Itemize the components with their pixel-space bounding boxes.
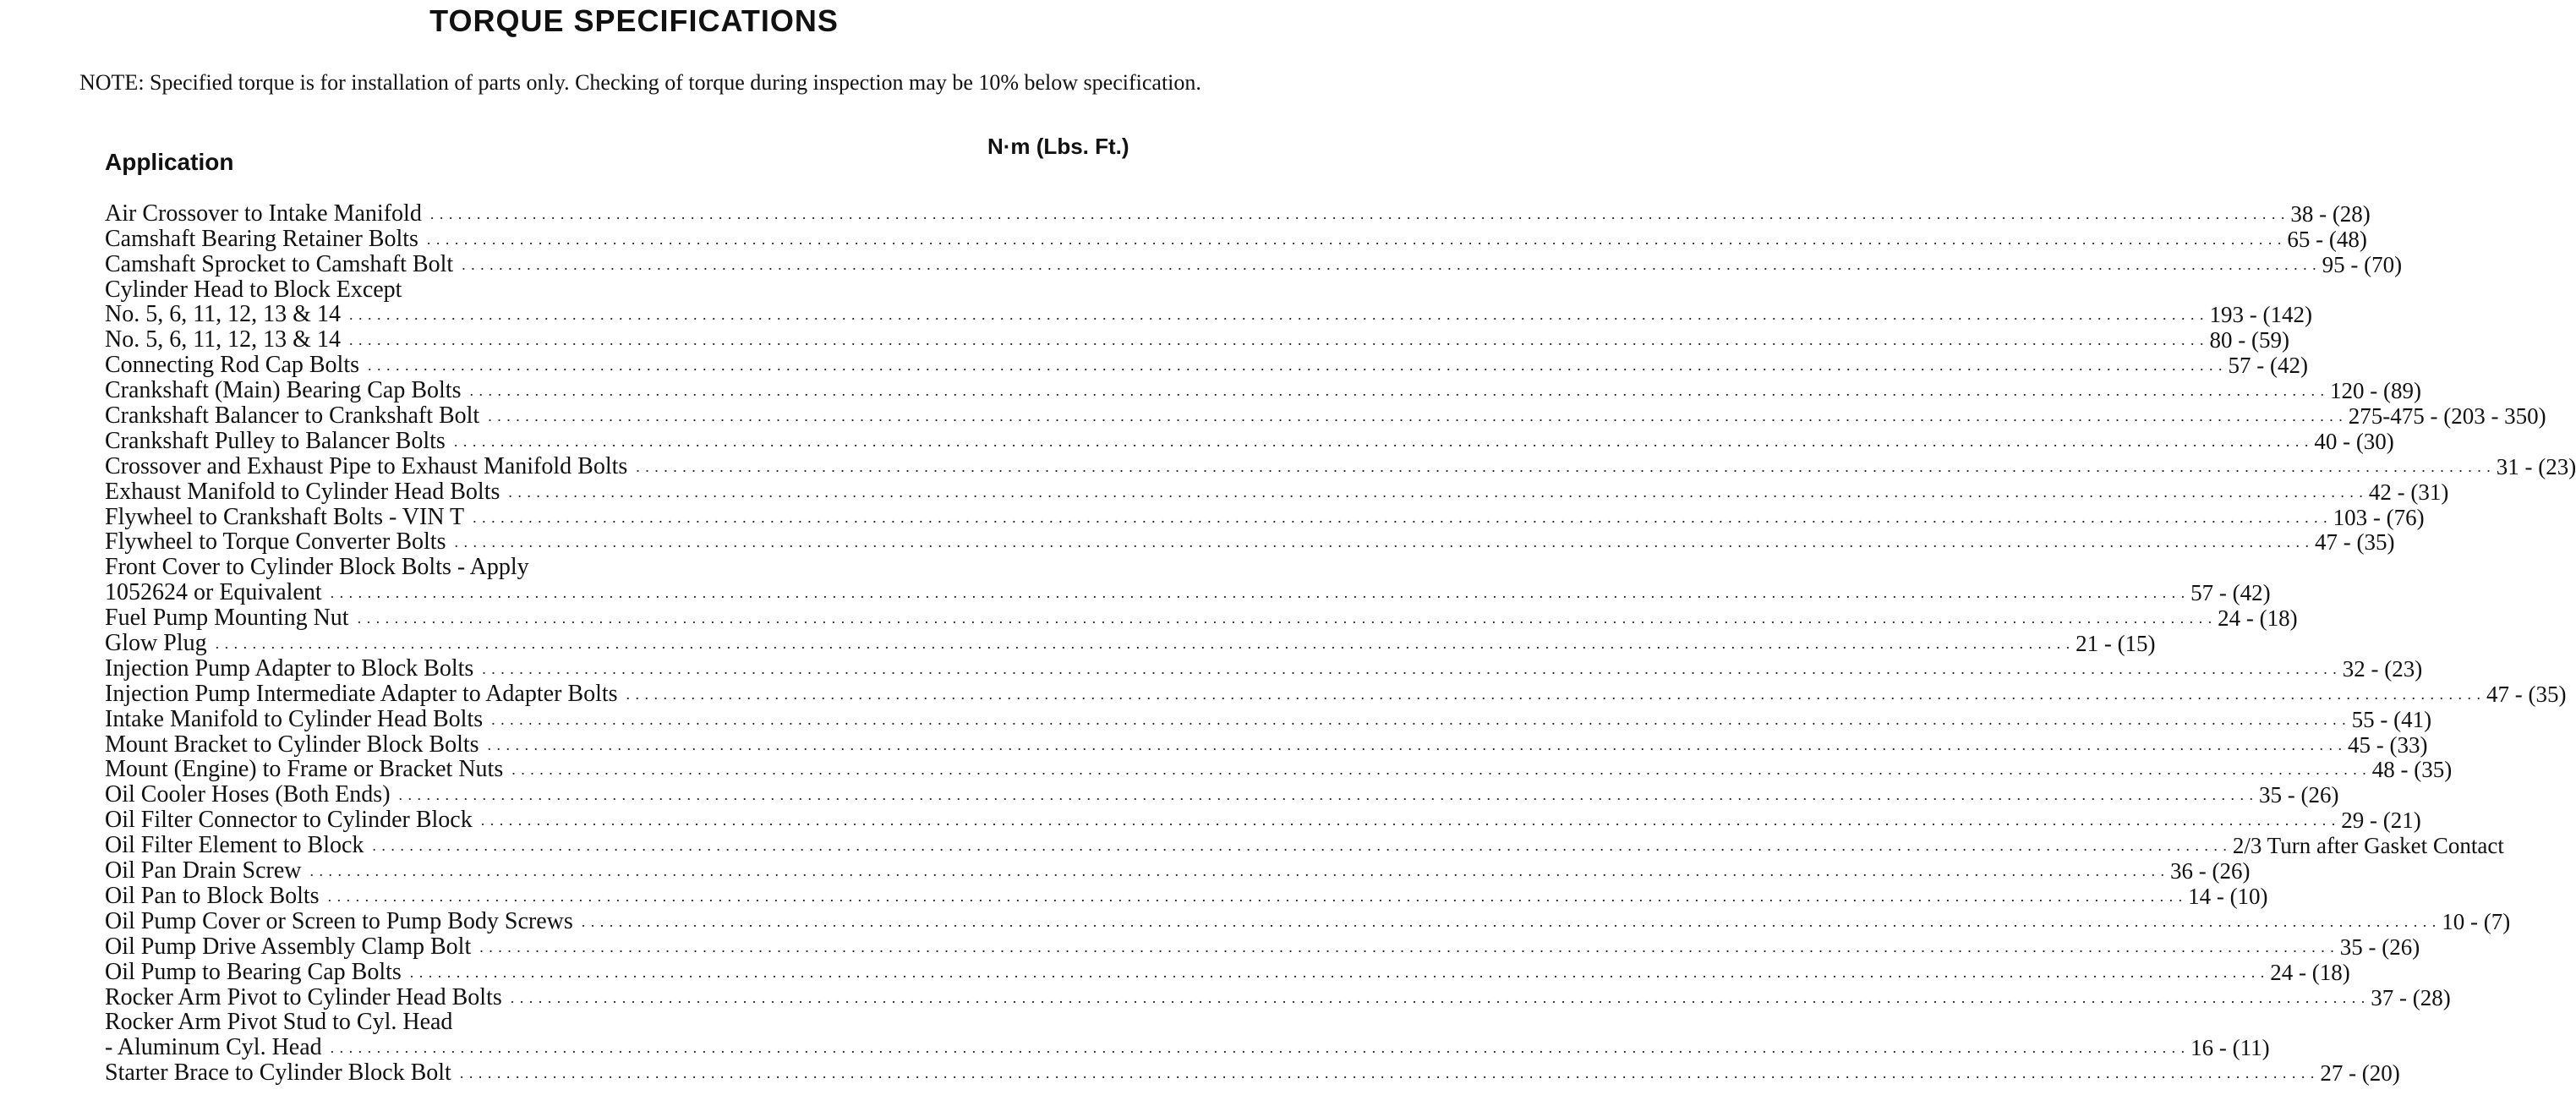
table-row	[105, 731, 2428, 758]
table-row	[105, 857, 2251, 884]
dot-leader: . . . . . . . . . . . . . . . . . . . . . . . . . . . . . . . . . . . . . . . . . . . . . . . . . . . . . . . . . . . . . . . . . . . . . . . . . . . . . . . . . . . . . . . . . . . . . . . . . . . . . . . . . . . . . . . . . . . . . . . . . . . . . . . . . . . . . . . . . . . . . . . . . . . . . . . . . . . . . . . . . . . . . . . . . . . . . . . . . . . . . . . . . . . . . . . . . . . . . . . .	[480, 812, 2337, 830]
column-header-value: N·m (Lbs. Ft.)	[987, 134, 1129, 159]
table-row	[105, 528, 2395, 556]
table-row	[105, 630, 2156, 657]
dot-leader: . . . . . . . . . . . . . . . . . . . . . . . . . . . . . . . . . . . . . . . . . . . . . . . . . . . . . . . . . . . . . . . . . . . . . . . . . . . . . . . . . . . . . . . . . . . . . . . . . . . . . . . . . . . . . . . . . . . . . . . . . . . . . . . . . . . . . . . . . . . . . . . . . . . . . . . . . . . . . . . . . . . . . . . . . . . . . . . . . . . . . . . . . . . . . . . . . . . . . . . .	[488, 408, 2344, 425]
torque-value: 24 - (18)	[2218, 605, 2298, 632]
application-label: Exhaust Manifold to Cylinder Head Bolts	[105, 478, 500, 505]
torque-value: 42 - (31)	[2368, 479, 2449, 505]
table-row	[105, 200, 2371, 227]
spec-table	[105, 200, 2576, 1087]
application-label: Crossover and Exhaust Pipe to Exhaust Manifold Bolts	[105, 452, 628, 479]
table-row	[105, 807, 2421, 834]
dot-leader: . . . . . . . . . . . . . . . . . . . . . . . . . . . . . . . . . . . . . . . . . . . . . . . . . . . . . . . . . . . . . . . . . . . . . . . . . . . . . . . . . . . . . . . . . . . . . . . . . . . . . . . . . . . . . . . . . . . . . . . . . . . . . . . . . . . . . . . . . . . . . . . . . . . . . . . . . . . . . . . . . . . . . . . . . . . . . . . . . . . . . . . . . . . . . . . . . . . . . . . .	[581, 912, 2437, 930]
torque-value: 275-475 - (203 - 350)	[2348, 403, 2546, 430]
dot-leader: . . . . . . . . . . . . . . . . . . . . . . . . . . . . . . . . . . . . . . . . . . . . . . . . . . . . . . . . . . . . . . . . . . . . . . . . . . . . . . . . . . . . . . . . . . . . . . . . . . . . . . . . . . . . . . . . . . . . . . . . . . . . . . . . . . . . . . . . . . . . . . . . . . . . . . . . . . . . . . . . . . . . . . . . . . . . . . . . . . . . . . . . . . . . . . . . . . . . . . . .	[426, 230, 2283, 248]
dot-leader: . . . . . . . . . . . . . . . . . . . . . . . . . . . . . . . . . . . . . . . . . . . . . . . . . . . . . . . . . . . . . . . . . . . . . . . . . . . . . . . . . . . . . . . . . . . . . . . . . . . . . . . . . . . . . . . . . . . . . . . . . . . . . . . . . . . . . . . . . . . . . . . . . . . . . . . . . . . . . . . . . . . . . . . . . . . . . . . . . . . . . . . . . . . . . . . . . . . . . . . .	[357, 610, 2213, 627]
table-row	[105, 377, 2421, 404]
table-row	[105, 983, 2451, 1010]
application-label: Intake Manifold to Cylinder Head Bolts	[105, 705, 484, 732]
dot-leader: . . . . . . . . . . . . . . . . . . . . . . . . . . . . . . . . . . . . . . . . . . . . . . . . . . . . . . . . . . . . . . . . . . . . . . . . . . . . . . . . . . . . . . . . . . . . . . . . . . . . . . . . . . . . . . . . . . . . . . . . . . . . . . . . . . . . . . . . . . . . . . . . . . . . . . . . . . . . . . . . . . . . . . . . . . . . . . . . . . . . . . . . . . . . . . . . . . . . . . . .	[330, 1039, 2186, 1057]
torque-value: 95 - (70)	[2322, 251, 2403, 277]
table-row	[105, 654, 2423, 682]
dot-leader: . . . . . . . . . . . . . . . . . . . . . . . . . . . . . . . . . . . . . . . . . . . . . . . . . . . . . . . . . . . . . . . . . . . . . . . . . . . . . . . . . . . . . . . . . . . . . . . . . . . . . . . . . . . . . . . . . . . . . . . . . . . . . . . . . . . . . . . . . . . . . . . . . . . . . . . . . . . . . . . . . . . . . . . . . . . . . . . . . . . . . . . . . . . . . . . . . . . . . . . .	[309, 862, 2166, 880]
torque-value: 14 - (10)	[2188, 883, 2268, 909]
table-row	[105, 478, 2449, 505]
torque-value: 47 - (35)	[2486, 681, 2567, 707]
torque-value: 45 - (33)	[2348, 731, 2428, 758]
torque-value: 27 - (20)	[2320, 1060, 2400, 1087]
table-row	[105, 225, 2367, 252]
application-label: 1052624 or Equivalent	[105, 579, 322, 606]
torque-value: 57 - (42)	[2190, 580, 2271, 606]
dot-leader: . . . . . . . . . . . . . . . . . . . . . . . . . . . . . . . . . . . . . . . . . . . . . . . . . . . . . . . . . . . . . . . . . . . . . . . . . . . . . . . . . . . . . . . . . . . . . . . . . . . . . . . . . . . . . . . . . . . . . . . . . . . . . . . . . . . . . . . . . . . . . . . . . . . . . . . . . . . . . . . . . . . . . . . . . . . . . . . . . . . . . . . . . . . . . . . . . . . . . . . .	[348, 306, 2205, 324]
torque-value: 55 - (41)	[2351, 706, 2432, 732]
application-label: No. 5, 6, 11, 12, 13 & 14	[105, 326, 341, 353]
torque-value: 38 - (28)	[2290, 200, 2371, 227]
application-label: Crankshaft Balancer to Crankshaft Bolt	[105, 402, 480, 430]
table-row	[105, 832, 2504, 859]
table-row	[105, 427, 2394, 454]
table-row	[105, 452, 2576, 479]
application-label: Crankshaft Pulley to Balancer Bolts	[105, 427, 446, 454]
dot-leader: . . . . . . . . . . . . . . . . . . . . . . . . . . . . . . . . . . . . . . . . . . . . . . . . . . . . . . . . . . . . . . . . . . . . . . . . . . . . . . . . . . . . . . . . . . . . . . . . . . . . . . . . . . . . . . . . . . . . . . . . . . . . . . . . . . . . . . . . . . . . . . . . . . . . . . . . . . . . . . . . . . . . . . . . . . . . . . . . . . . . . . . . . . . . . . . . . . . . . . . .	[636, 457, 2491, 475]
dot-leader: . . . . . . . . . . . . . . . . . . . . . . . . . . . . . . . . . . . . . . . . . . . . . . . . . . . . . . . . . . . . . . . . . . . . . . . . . . . . . . . . . . . . . . . . . . . . . . . . . . . . . . . . . . . . . . . . . . . . . . . . . . . . . . . . . . . . . . . . . . . . . . . . . . . . . . . . . . . . . . . . . . . . . . . . . . . . . . . . . . . . . . . . . . . . . . . . . . . . . . . .	[368, 357, 2223, 375]
application-label: Glow Plug	[105, 630, 207, 657]
dot-leader: . . . . . . . . . . . . . . . . . . . . . . . . . . . . . . . . . . . . . . . . . . . . . . . . . . . . . . . . . . . . . . . . . . . . . . . . . . . . . . . . . . . . . . . . . . . . . . . . . . . . . . . . . . . . . . . . . . . . . . . . . . . . . . . . . . . . . . . . . . . . . . . . . . . . . . . . . . . . . . . . . . . . . . . . . . . . . . . . . . . . . . . . . . . . . . . . . . . . . . . .	[473, 508, 2328, 526]
dot-leader: . . . . . . . . . . . . . . . . . . . . . . . . . . . . . . . . . . . . . . . . . . . . . . . . . . . . . . . . . . . . . . . . . . . . . . . . . . . . . . . . . . . . . . . . . . . . . . . . . . . . . . . . . . . . . . . . . . . . . . . . . . . . . . . . . . . . . . . . . . . . . . . . . . . . . . . . . . . . . . . . . . . . . . . . . . . . . . . . . . . . . . . . . . . . . . . . . . . . . . . .	[479, 938, 2335, 955]
table-row	[105, 579, 2271, 606]
table-row	[105, 605, 2298, 632]
dot-leader: . . . . . . . . . . . . . . . . . . . . . . . . . . . . . . . . . . . . . . . . . . . . . . . . . . . . . . . . . . . . . . . . . . . . . . . . . . . . . . . . . . . . . . . . . . . . . . . . . . . . . . . . . . . . . . . . . . . . . . . . . . . . . . . . . . . . . . . . . . . . . . . . . . . . . . . . . . . . . . . . . . . . . . . . . . . . . . . . . . . . . . . . . . . . . . . . . . . . . . . .	[482, 660, 2338, 677]
table-row	[105, 1034, 2270, 1061]
application-label: Air Crossover to Intake Manifold	[105, 200, 422, 227]
application-label: Crankshaft (Main) Bearing Cap Bolts	[105, 377, 462, 404]
application-label: Injection Pump Intermediate Adapter to Adapter Bolts	[105, 680, 618, 707]
application-label: Oil Cooler Hoses (Both Ends)	[105, 781, 391, 808]
torque-value: 57 - (42)	[2228, 353, 2308, 379]
table-row	[105, 958, 2350, 985]
dot-leader: . . . . . . . . . . . . . . . . . . . . . . . . . . . . . . . . . . . . . . . . . . . . . . . . . . . . . . . . . . . . . . . . . . . . . . . . . . . . . . . . . . . . . . . . . . . . . . . . . . . . . . . . . . . . . . . . . . . . . . . . . . . . . . . . . . . . . . . . . . . . . . . . . . . . . . . . . . . . . . . . . . . . . . . . . . . . . . . . . . . . . . . . . . . . . . . . . . . . . . . .	[409, 963, 2266, 981]
table-row	[105, 1059, 2400, 1087]
torque-value: 29 - (21)	[2341, 808, 2421, 834]
application-label: Oil Pump Drive Assembly Clamp Bolt	[105, 933, 472, 960]
table-row	[105, 781, 2339, 808]
torque-value: 65 - (48)	[2287, 226, 2367, 252]
page-title: TORQUE SPECIFICATIONS	[429, 3, 839, 38]
application-label: Flywheel to Torque Converter Bolts	[105, 528, 446, 556]
column-header-application: Application	[105, 149, 234, 175]
application-label: Oil Filter Connector to Cylinder Block	[105, 807, 473, 834]
table-row	[105, 933, 2420, 960]
table-row	[105, 301, 2312, 328]
dot-leader: . . . . . . . . . . . . . . . . . . . . . . . . . . . . . . . . . . . . . . . . . . . . . . . . . . . . . . . . . . . . . . . . . . . . . . . . . . . . . . . . . . . . . . . . . . . . . . . . . . . . . . . . . . . . . . . . . . . . . . . . . . . . . . . . . . . . . . . . . . . . . . . . . . . . . . . . . . . . . . . . . . . . . . . . . . . . . . . . . . . . . . . . . . . . . . . . . . . . . . . .	[469, 382, 2325, 400]
application-label: Cylinder Head to Block Except	[105, 276, 402, 303]
application-label: Rocker Arm Pivot Stud to Cyl. Head	[105, 1009, 453, 1036]
table-row	[105, 907, 2511, 934]
table-row	[105, 503, 2425, 530]
torque-value: 48 - (35)	[2371, 757, 2453, 783]
torque-value: 24 - (18)	[2270, 959, 2350, 985]
dot-leader: . . . . . . . . . . . . . . . . . . . . . . . . . . . . . . . . . . . . . . . . . . . . . . . . . . . . . . . . . . . . . . . . . . . . . . . . . . . . . . . . . . . . . . . . . . . . . . . . . . . . . . . . . . . . . . . . . . . . . . . . . . . . . . . . . . . . . . . . . . . . . . . . . . . . . . . . . . . . . . . . . . . . . . . . . . . . . . . . . . . . . . . . . . . . . . . . . . . . . . . .	[372, 837, 2228, 855]
application-label: Injection Pump Adapter to Block Bolts	[105, 654, 474, 682]
dot-leader: . . . . . . . . . . . . . . . . . . . . . . . . . . . . . . . . . . . . . . . . . . . . . . . . . . . . . . . . . . . . . . . . . . . . . . . . . . . . . . . . . . . . . . . . . . . . . . . . . . . . . . . . . . . . . . . . . . . . . . . . . . . . . . . . . . . . . . . . . . . . . . . . . . . . . . . . . . . . . . . . . . . . . . . . . . . . . . . . . . . . . . . . . . . . . . . . . . . . . . . .	[459, 1065, 2316, 1082]
torque-value: 47 - (35)	[2314, 529, 2395, 556]
table-row	[105, 250, 2403, 277]
application-label: Rocker Arm Pivot to Cylinder Head Bolts	[105, 983, 502, 1010]
dot-leader: . . . . . . . . . . . . . . . . . . . . . . . . . . . . . . . . . . . . . . . . . . . . . . . . . . . . . . . . . . . . . . . . . . . . . . . . . . . . . . . . . . . . . . . . . . . . . . . . . . . . . . . . . . . . . . . . . . . . . . . . . . . . . . . . . . . . . . . . . . . . . . . . . . . . . . . . . . . . . . . . . . . . . . . . . . . . . . . . . . . . . . . . . . . . . . . . . . . . . . . .	[327, 887, 2184, 905]
application-label: Oil Pump Cover or Screen to Pump Body Screws	[105, 907, 573, 934]
dot-leader: . . . . . . . . . . . . . . . . . . . . . . . . . . . . . . . . . . . . . . . . . . . . . . . . . . . . . . . . . . . . . . . . . . . . . . . . . . . . . . . . . . . . . . . . . . . . . . . . . . . . . . . . . . . . . . . . . . . . . . . . . . . . . . . . . . . . . . . . . . . . . . . . . . . . . . . . . . . . . . . . . . . . . . . . . . . . . . . . . . . . . . . . . . . . . . . . . . . . . . . .	[510, 988, 2366, 1006]
torque-value: 103 - (76)	[2333, 504, 2425, 530]
application-label: - Aluminum Cyl. Head	[105, 1034, 322, 1061]
torque-value: 193 - (142)	[2209, 302, 2312, 328]
torque-value: 10 - (7)	[2442, 908, 2511, 934]
dot-leader: . . . . . . . . . . . . . . . . . . . . . . . . . . . . . . . . . . . . . . . . . . . . . . . . . . . . . . . . . . . . . . . . . . . . . . . . . . . . . . . . . . . . . . . . . . . . . . . . . . . . . . . . . . . . . . . . . . . . . . . . . . . . . . . . . . . . . . . . . . . . . . . . . . . . . . . . . . . . . . . . . . . . . . . . . . . . . . . . . . . . . . . . . . . . . . . . . . . . . . . .	[491, 710, 2347, 728]
table-row	[105, 680, 2567, 707]
torque-value: 120 - (89)	[2329, 378, 2421, 404]
torque-value: 21 - (15)	[2076, 631, 2156, 657]
dot-leader: . . . . . . . . . . . . . . . . . . . . . . . . . . . . . . . . . . . . . . . . . . . . . . . . . . . . . . . . . . . . . . . . . . . . . . . . . . . . . . . . . . . . . . . . . . . . . . . . . . . . . . . . . . . . . . . . . . . . . . . . . . . . . . . . . . . . . . . . . . . . . . . . . . . . . . . . . . . . . . . . . . . . . . . . . . . . . . . . . . . . . . . . . . . . . . . . . . . . . . . .	[429, 205, 2286, 222]
table-row	[105, 756, 2453, 783]
dot-leader: . . . . . . . . . . . . . . . . . . . . . . . . . . . . . . . . . . . . . . . . . . . . . . . . . . . . . . . . . . . . . . . . . . . . . . . . . . . . . . . . . . . . . . . . . . . . . . . . . . . . . . . . . . . . . . . . . . . . . . . . . . . . . . . . . . . . . . . . . . . . . . . . . . . . . . . . . . . . . . . . . . . . . . . . . . . . . . . . . . . . . . . . . . . . . . . . . . . . . . . .	[398, 786, 2255, 804]
application-label: Connecting Rod Cap Bolts	[105, 352, 359, 379]
table-row	[105, 705, 2432, 732]
application-label: Fuel Pump Mounting Nut	[105, 605, 349, 632]
note-paragraph: NOTE: Specified torque is for installation of parts only. Checking of torque during inspection may be 10% below specification.	[79, 70, 1201, 95]
torque-value: 35 - (26)	[2259, 782, 2339, 808]
table-row	[105, 882, 2268, 909]
torque-value: 80 - (59)	[2209, 327, 2289, 353]
application-label: Mount Bracket to Cylinder Block Bolts	[105, 731, 479, 758]
torque-value: 31 - (23)	[2496, 453, 2576, 479]
dot-leader: . . . . . . . . . . . . . . . . . . . . . . . . . . . . . . . . . . . . . . . . . . . . . . . . . . . . . . . . . . . . . . . . . . . . . . . . . . . . . . . . . . . . . . . . . . . . . . . . . . . . . . . . . . . . . . . . . . . . . . . . . . . . . . . . . . . . . . . . . . . . . . . . . . . . . . . . . . . . . . . . . . . . . . . . . . . . . . . . . . . . . . . . . . . . . . . . . . . . . . . .	[348, 331, 2205, 349]
dot-leader: . . . . . . . . . . . . . . . . . . . . . . . . . . . . . . . . . . . . . . . . . . . . . . . . . . . . . . . . . . . . . . . . . . . . . . . . . . . . . . . . . . . . . . . . . . . . . . . . . . . . . . . . . . . . . . . . . . . . . . . . . . . . . . . . . . . . . . . . . . . . . . . . . . . . . . . . . . . . . . . . . . . . . . . . . . . . . . . . . . . . . . . . . . . . . . . . . . . . . . . .	[462, 255, 2317, 273]
torque-value: 16 - (11)	[2190, 1035, 2270, 1061]
dot-leader: . . . . . . . . . . . . . . . . . . . . . . . . . . . . . . . . . . . . . . . . . . . . . . . . . . . . . . . . . . . . . . . . . . . . . . . . . . . . . . . . . . . . . . . . . . . . . . . . . . . . . . . . . . . . . . . . . . . . . . . . . . . . . . . . . . . . . . . . . . . . . . . . . . . . . . . . . . . . . . . . . . . . . . . . . . . . . . . . . . . . . . . . . . . . . . . . . . . . . . . .	[508, 483, 2364, 501]
application-label: Oil Pump to Bearing Cap Bolts	[105, 958, 402, 985]
table-row	[105, 1010, 1184, 1036]
application-label: Oil Pan Drain Screw	[105, 857, 302, 884]
dot-leader: . . . . . . . . . . . . . . . . . . . . . . . . . . . . . . . . . . . . . . . . . . . . . . . . . . . . . . . . . . . . . . . . . . . . . . . . . . . . . . . . . . . . . . . . . . . . . . . . . . . . . . . . . . . . . . . . . . . . . . . . . . . . . . . . . . . . . . . . . . . . . . . . . . . . . . . . . . . . . . . . . . . . . . . . . . . . . . . . . . . . . . . . . . . . . . . . . . . . . . . .	[453, 432, 2310, 450]
dot-leader: . . . . . . . . . . . . . . . . . . . . . . . . . . . . . . . . . . . . . . . . . . . . . . . . . . . . . . . . . . . . . . . . . . . . . . . . . . . . . . . . . . . . . . . . . . . . . . . . . . . . . . . . . . . . . . . . . . . . . . . . . . . . . . . . . . . . . . . . . . . . . . . . . . . . . . . . . . . . . . . . . . . . . . . . . . . . . . . . . . . . . . . . . . . . . . . . . . . . . . . .	[626, 685, 2482, 703]
table-row	[105, 402, 2546, 430]
application-label: Front Cover to Cylinder Block Bolts - Apply	[105, 554, 529, 581]
application-label: No. 5, 6, 11, 12, 13 & 14	[105, 301, 341, 328]
table-row	[105, 326, 2289, 353]
torque-value: 37 - (28)	[2371, 984, 2451, 1010]
application-label: Camshaft Bearing Retainer Bolts	[105, 225, 418, 252]
application-label: Flywheel to Crankshaft Bolts - VIN T	[105, 503, 465, 530]
dot-leader: . . . . . . . . . . . . . . . . . . . . . . . . . . . . . . . . . . . . . . . . . . . . . . . . . . . . . . . . . . . . . . . . . . . . . . . . . . . . . . . . . . . . . . . . . . . . . . . . . . . . . . . . . . . . . . . . . . . . . . . . . . . . . . . . . . . . . . . . . . . . . . . . . . . . . . . . . . . . . . . . . . . . . . . . . . . . . . . . . . . . . . . . . . . . . . . . . . . . . . . .	[511, 761, 2367, 779]
dot-leader: . . . . . . . . . . . . . . . . . . . . . . . . . . . . . . . . . . . . . . . . . . . . . . . . . . . . . . . . . . . . . . . . . . . . . . . . . . . . . . . . . . . . . . . . . . . . . . . . . . . . . . . . . . . . . . . . . . . . . . . . . . . . . . . . . . . . . . . . . . . . . . . . . . . . . . . . . . . . . . . . . . . . . . . . . . . . . . . . . . . . . . . . . . . . . . . . . . . . . . . .	[330, 584, 2186, 602]
torque-value: 2/3 Turn after Gasket Contact	[2232, 833, 2504, 859]
dot-leader: . . . . . . . . . . . . . . . . . . . . . . . . . . . . . . . . . . . . . . . . . . . . . . . . . . . . . . . . . . . . . . . . . . . . . . . . . . . . . . . . . . . . . . . . . . . . . . . . . . . . . . . . . . . . . . . . . . . . . . . . . . . . . . . . . . . . . . . . . . . . . . . . . . . . . . . . . . . . . . . . . . . . . . . . . . . . . . . . . . . . . . . . . . . . . . . . . . . . . . . .	[487, 736, 2344, 753]
torque-value: 40 - (30)	[2314, 428, 2394, 454]
torque-value: 35 - (26)	[2339, 934, 2420, 960]
torque-value: 32 - (23)	[2342, 655, 2423, 682]
application-label: Oil Filter Element to Block	[105, 832, 364, 859]
application-label: Camshaft Sprocket to Camshaft Bolt	[105, 250, 454, 277]
table-row	[105, 277, 1184, 303]
application-label: Oil Pan to Block Bolts	[105, 882, 320, 909]
application-label: Mount (Engine) to Frame or Bracket Nuts	[105, 756, 504, 783]
application-label: Starter Brace to Cylinder Block Bolt	[105, 1059, 451, 1087]
torque-value: 36 - (26)	[2170, 858, 2251, 884]
table-row	[105, 352, 2308, 379]
table-row	[105, 555, 1184, 580]
dot-leader: . . . . . . . . . . . . . . . . . . . . . . . . . . . . . . . . . . . . . . . . . . . . . . . . . . . . . . . . . . . . . . . . . . . . . . . . . . . . . . . . . . . . . . . . . . . . . . . . . . . . . . . . . . . . . . . . . . . . . . . . . . . . . . . . . . . . . . . . . . . . . . . . . . . . . . . . . . . . . . . . . . . . . . . . . . . . . . . . . . . . . . . . . . . . . . . . . . . . . . . .	[454, 534, 2310, 551]
dot-leader: . . . . . . . . . . . . . . . . . . . . . . . . . . . . . . . . . . . . . . . . . . . . . . . . . . . . . . . . . . . . . . . . . . . . . . . . . . . . . . . . . . . . . . . . . . . . . . . . . . . . . . . . . . . . . . . . . . . . . . . . . . . . . . . . . . . . . . . . . . . . . . . . . . . . . . . . . . . . . . . . . . . . . . . . . . . . . . . . . . . . . . . . . . . . . . . . . . . . . . . .	[215, 635, 2071, 653]
